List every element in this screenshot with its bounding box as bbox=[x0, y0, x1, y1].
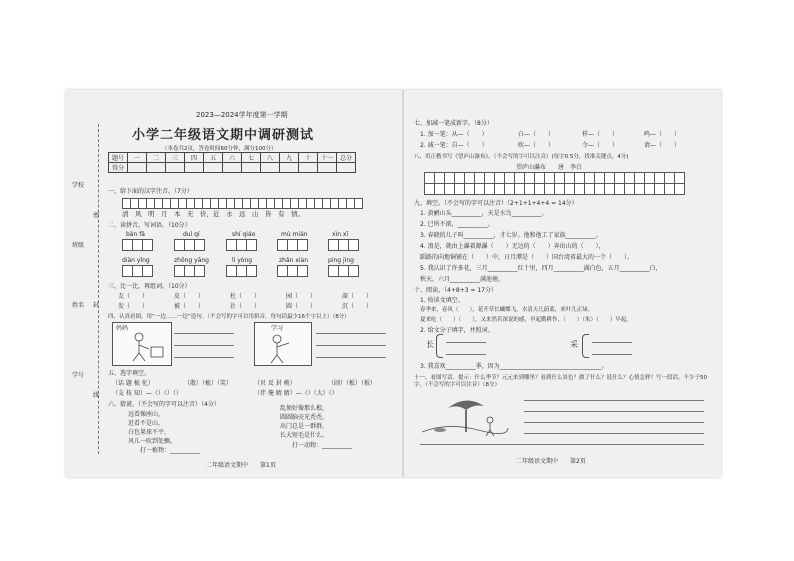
q10-char-chang: 长 bbox=[426, 340, 434, 349]
q8-poem-title: 望庐山瀑布 唐 李白 bbox=[516, 164, 583, 171]
q5-heading: 五、选字填空。 bbox=[108, 370, 151, 377]
q7-item[interactable]: 令—（ ） bbox=[582, 142, 619, 149]
score-head: 九 bbox=[280, 153, 299, 163]
q10-brace bbox=[582, 334, 589, 358]
q3-item[interactable]: 园（ ） bbox=[286, 293, 317, 300]
q3-item[interactable]: 被（ ） bbox=[174, 303, 205, 310]
q2-pinyin: duì qí bbox=[183, 231, 200, 238]
q7-item[interactable]: 鸣—（ ） bbox=[644, 131, 681, 138]
q2-box[interactable] bbox=[122, 265, 152, 277]
exam-note: （本卷共2页，答卷时间60分钟，满分100分） bbox=[162, 146, 277, 152]
q10-brace bbox=[436, 334, 443, 358]
riddle-left-line: 远看像座山， bbox=[128, 411, 165, 418]
q5-item[interactable]: （贝 反 封 桃） bbox=[254, 380, 296, 387]
q1-poem: 清 风 明 月 本 无 价，近 水 远 山 皆 有 情。 bbox=[122, 210, 304, 218]
q2-box[interactable] bbox=[174, 239, 204, 251]
q3-item[interactable]: 沉（ ） bbox=[342, 303, 373, 310]
page-footer: 二年级语文期中 第2页 bbox=[516, 458, 586, 465]
q4-picture-mother bbox=[112, 322, 172, 366]
score-cell[interactable] bbox=[204, 163, 223, 173]
score-cell[interactable] bbox=[185, 163, 204, 173]
riddle-right-line: 长大短毛是什么。 bbox=[280, 432, 329, 439]
binding-feng: 封 bbox=[93, 302, 100, 309]
score-cell[interactable] bbox=[337, 163, 356, 173]
q2-pinyin: xìn xī bbox=[332, 231, 349, 238]
q2-box[interactable] bbox=[226, 265, 256, 277]
q2-pinyin: bàn fǎ bbox=[126, 231, 145, 238]
score-head: 十 bbox=[299, 153, 318, 163]
q7-item[interactable]: 样—（ ） bbox=[582, 131, 619, 138]
score-cell[interactable] bbox=[242, 163, 261, 173]
exam-paper bbox=[66, 90, 721, 477]
q2-pinyin: zhǎn xiàn bbox=[279, 257, 309, 264]
mother-drawing bbox=[113, 323, 171, 365]
q2-pinyin: mù mián bbox=[281, 231, 308, 238]
q3-item[interactable]: 圆（ ） bbox=[286, 303, 317, 310]
score-cell[interactable] bbox=[223, 163, 242, 173]
page-2 bbox=[406, 90, 721, 477]
q11-writing-line[interactable] bbox=[524, 411, 704, 412]
score-head: 题号 bbox=[109, 153, 128, 163]
score-cell[interactable] bbox=[147, 163, 166, 173]
binding-label-name: 姓名 bbox=[72, 302, 85, 309]
q3-item[interactable]: 杜（ ） bbox=[230, 293, 261, 300]
q10-line: 1. 按读文填空。 bbox=[420, 297, 464, 304]
score-head: 三 bbox=[166, 153, 185, 163]
q9-heading: 九、填空。（不会写的字可以注音）（2+1+1+4+4 = 14分） bbox=[414, 200, 578, 207]
q9-line[interactable]: 5. 我认识了许多花，三月__________红十里，四月__________满白色，五月__________白， bbox=[420, 265, 662, 272]
q10-last-line[interactable]: 3. 我喜欢__________季，因为__________________________________。 bbox=[420, 363, 608, 370]
q8-writing-grid[interactable] bbox=[424, 183, 684, 195]
score-cell[interactable] bbox=[128, 163, 147, 173]
score-head: 十一 bbox=[318, 153, 337, 163]
q10-answer-line[interactable] bbox=[592, 342, 632, 343]
score-head: 六 bbox=[223, 153, 242, 163]
score-head: 八 bbox=[261, 153, 280, 163]
q10-line: 2. 给文分子填字，并照词。 bbox=[420, 327, 494, 334]
riddle-right-answer[interactable]: 打一动物：__________ bbox=[292, 442, 353, 449]
q4-answer-line[interactable] bbox=[174, 345, 234, 346]
q7-item[interactable]: 请—（ ） bbox=[644, 142, 681, 149]
q11-heading: 十一、看图写话。提示：什么季节？元元来到哪里？看到什么景色？做了什么？说什么？心情怎样？写一段话，不少于50字。（不会写的字可以注音）（8分） bbox=[414, 375, 708, 388]
q3-item[interactable]: 发（ ） bbox=[118, 303, 149, 310]
q9-line[interactable]: 4. 浪是，就由上瀑着源瀑（ ）无边的（ ）奔出山的（ ）， bbox=[420, 243, 605, 250]
q5-item[interactable]: （散）（梳）（笑） bbox=[184, 380, 233, 387]
exam-year: 2023—2024学年度第一学期 bbox=[196, 111, 288, 119]
q10-answer-line[interactable] bbox=[446, 354, 486, 355]
score-cell[interactable] bbox=[280, 163, 299, 173]
q3-heading: 三、比一比，再组词。（10分） bbox=[108, 283, 191, 290]
binding-line bbox=[98, 124, 99, 454]
q4-picture-student bbox=[254, 322, 312, 366]
student-drawing bbox=[255, 323, 311, 365]
q4-picture-label: 学习 bbox=[271, 325, 284, 332]
q10-answer-line[interactable] bbox=[446, 342, 486, 343]
riddle-left-answer[interactable]: 打一植物：__________ bbox=[140, 447, 201, 454]
q7-item[interactable]: 白—（ ） bbox=[518, 131, 555, 138]
binding-label-school: 学校 bbox=[72, 182, 85, 189]
score-head: 总分 bbox=[337, 153, 356, 163]
q2-box[interactable] bbox=[174, 265, 204, 277]
q2-pinyin: lì yòng bbox=[232, 257, 253, 264]
score-head: 七 bbox=[242, 153, 261, 163]
riddle-left-line: 白色果球不平， bbox=[128, 429, 171, 436]
q10-answer-line[interactable] bbox=[592, 354, 632, 355]
q10-line[interactable]: 夏来吃（ ）（ ），又来然若深说的感，早起勤耕作，（ ）（朱）（ ）早起。 bbox=[420, 317, 632, 323]
score-cell[interactable] bbox=[261, 163, 280, 173]
q9-line[interactable]: 秋天，六月__________满池塘。 bbox=[420, 276, 505, 283]
q3-item[interactable]: 友（ ） bbox=[118, 293, 149, 300]
q4-answer-line[interactable] bbox=[316, 345, 386, 346]
q10-line[interactable]: 春季来，春风（ ），花开草长蝴蝶飞，水清天几蔚蓝，来叶儿正绿。 bbox=[420, 307, 594, 313]
q2-pinyin: píng jìng bbox=[328, 257, 354, 264]
q4-answer-line[interactable] bbox=[174, 357, 234, 358]
q2-box[interactable] bbox=[277, 239, 307, 251]
score-cell[interactable] bbox=[299, 163, 318, 173]
q2-box[interactable] bbox=[226, 239, 256, 251]
q2-pinyin: shí qiáo bbox=[232, 231, 256, 238]
score-label: 得分 bbox=[109, 163, 128, 173]
score-head: 四 bbox=[185, 153, 204, 163]
page-fold bbox=[402, 90, 404, 477]
score-cell[interactable] bbox=[318, 163, 337, 173]
q4-answer-line[interactable] bbox=[174, 333, 234, 334]
q3-item[interactable]: 皮（ ） bbox=[174, 293, 205, 300]
q2-heading: 二、读拼音，写词语。（10分） bbox=[108, 222, 191, 229]
q2-box[interactable] bbox=[277, 265, 307, 277]
q5-item[interactable]: （支 枝 知）—（）（）（） bbox=[112, 390, 182, 397]
page-footer: 二年级语文期中 第1页 bbox=[206, 462, 276, 469]
q5-item[interactable]: （闹）（板）（扳） bbox=[328, 380, 377, 387]
q9-line[interactable]: 2. 已所不欲，__________。 bbox=[420, 221, 494, 228]
score-head: 二 bbox=[147, 153, 166, 163]
q2-box[interactable] bbox=[328, 265, 358, 277]
q7-item[interactable]: 吹—（ ） bbox=[518, 142, 555, 149]
q11-picture bbox=[418, 392, 510, 438]
q3-item[interactable]: 深（ ） bbox=[342, 293, 373, 300]
q10-heading: 十、阅读。（4+8+3 = 17分） bbox=[414, 287, 497, 294]
binding-xian: 线 bbox=[93, 392, 100, 399]
binding-mi: 密 bbox=[93, 212, 100, 219]
q4-heading: 四、认真看图，用“一边……一边”造句。（不会写的字可以用拼音，每句话最少16个字以上）（8分） bbox=[108, 314, 350, 320]
q11-writing-line[interactable] bbox=[524, 433, 704, 434]
exam-title: 小学二年级语文期中调研测试 bbox=[132, 128, 315, 143]
q5-item[interactable]: （话 题 梳 化） bbox=[112, 380, 154, 387]
q7-heading: 七、加减一笔成新字。（8分） bbox=[414, 120, 493, 127]
score-head: 一 bbox=[128, 153, 147, 163]
q3-item[interactable]: 社（ ） bbox=[230, 303, 261, 310]
q10-char-cai: 采 bbox=[570, 340, 578, 349]
q8-heading: 八、用正楷书写《望庐山瀑布》。（不会写的字可以注音）(每字0.5分，找准关键点，4分) bbox=[414, 154, 629, 160]
q7-item[interactable]: 2. 减一笔：自—（ ） bbox=[420, 142, 488, 149]
q2-box[interactable] bbox=[328, 239, 358, 251]
q4-answer-line[interactable] bbox=[316, 333, 386, 334]
q7-item[interactable]: 1. 加一笔：从—（ ） bbox=[420, 131, 488, 138]
riddle-right-line: 圆圆脑壳光秃秃， bbox=[280, 414, 329, 421]
q11-writing-line[interactable] bbox=[524, 400, 704, 401]
q1-pinyin-grid[interactable] bbox=[122, 198, 362, 209]
binding-label-class: 班级 bbox=[72, 242, 85, 249]
riddle-right-line: 出门总是一群群， bbox=[280, 423, 329, 430]
q2-pinyin: diàn yǐng bbox=[122, 257, 150, 264]
q4-answer-line[interactable] bbox=[316, 357, 386, 358]
score-cell[interactable] bbox=[166, 163, 185, 173]
q1-heading: 一、给下面的汉字注音。（7分） bbox=[108, 188, 193, 195]
riddle-right-line: 乱须好像那么根， bbox=[280, 405, 329, 412]
q9-line[interactable]: 1. 黄鹂山头__________，天是水鸟__________。 bbox=[420, 210, 548, 217]
q2-box[interactable] bbox=[122, 239, 152, 251]
q2-pinyin: zhōng yāng bbox=[174, 257, 209, 264]
q4-picture-label: 妈妈 bbox=[116, 325, 129, 332]
score-head: 五 bbox=[204, 153, 223, 163]
page-1 bbox=[66, 90, 401, 477]
q9-line[interactable]: 蹈路的向地铜铺在（ ）中，日月潭是（ ）国台湾省最大的一个（ ）。 bbox=[420, 254, 634, 261]
q9-line[interactable]: 3. 春晓的儿子叫__________，才七岁。他和他工了家族__________。 bbox=[420, 232, 602, 239]
q11-writing-line[interactable] bbox=[420, 444, 704, 445]
q6-heading: 六、猜谜。（不会写的字可以注音）（4分） bbox=[108, 401, 220, 408]
q11-writing-line[interactable] bbox=[524, 422, 704, 423]
riddle-left-line: 风儿一吹到处飘。 bbox=[128, 438, 177, 445]
score-table bbox=[108, 152, 356, 173]
q5-item[interactable]: （伴 俺 睛 睛）—（）（大）（） bbox=[254, 390, 338, 397]
riddle-left-line: 近看不是山， bbox=[128, 420, 165, 427]
binding-label-number: 学号 bbox=[72, 372, 85, 379]
